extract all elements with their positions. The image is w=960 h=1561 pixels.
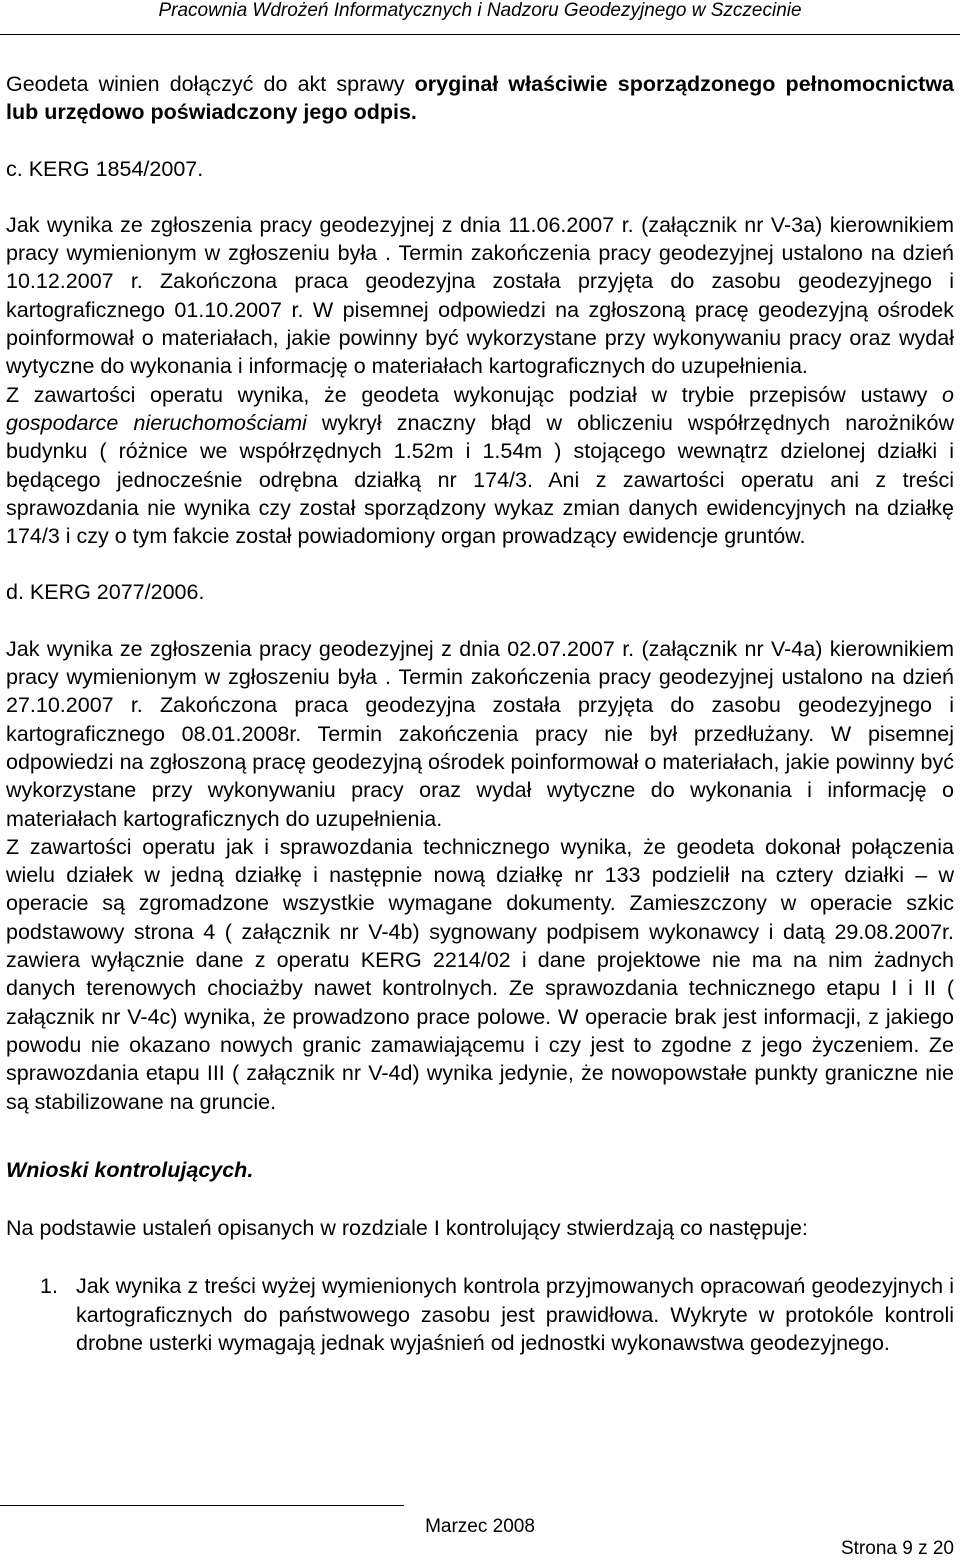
page-number: Strona 9 z 20 bbox=[840, 1538, 954, 1559]
conclusions-intro: Na podstawie ustaleń opisanych w rozdziale I kontrolujący stwierdzają co następuje: bbox=[6, 1216, 808, 1241]
section-d-paragraph-1: Jak wynika ze zgłoszenia pracy geodezyjnej z dnia 02.07.2007 r. (załącznik nr V-4a) kierownikiem pracy wymienionym w zgłoszeniu była . Termin zakończenia pracy geodezyjnej ustalono na dzień 27.10.2007 r. Zakończona praca geodezyjna została przyjęta do zasobu geodezyjnego i kartograficznego 08.01.2008r. Termin zakończenia pracy nie był przedłużany. W pisemnej odpowiedzi na zgłoszoną pracę geodezyjną ośrodek poinformował o materiałach, jakie powinny być wykorzystane przy wykonywaniu pracy oraz wydał wytyczne do wykonania i informację o materiałach kartograficznych do uzupełnienia. bbox=[6, 636, 954, 831]
list-item-number: 1. bbox=[40, 1274, 58, 1299]
intro-paragraph bbox=[6, 70, 954, 127]
section-c-paragraph-2 bbox=[6, 381, 954, 551]
section-d-heading: d. KERG 2077/2006. bbox=[6, 580, 205, 605]
section-c-p2-start: Z zawartości operatu wynika, że geodeta wykonując podział w trybie przepisów ustawy bbox=[6, 382, 943, 407]
intro-bold-text: oryginał właściwie sporządzonego pełnomocnictwa lub urzędowo poświadczony jego odpis. bbox=[6, 72, 955, 125]
list-item bbox=[6, 1272, 954, 1357]
intro-text: Geodeta winien dołączyć do akt sprawy bbox=[6, 72, 415, 96]
section-c-p2-italic: o gospodarce nieruchomościami bbox=[6, 382, 954, 435]
list-item-text: Jak wynika z treści wyżej wymienionych kontrola przyjmowanych opracowań geodezyjnych i kartograficznych do państwowego zasobu jest prawidłowa. Wykryte w protokóle kontroli drobne usterki wymagają jednak wyjaśnień od jednostki wykonawstwa geodezyjnego. bbox=[76, 1274, 954, 1355]
document-body bbox=[6, 70, 954, 1357]
page-header: Pracownia Wdrożeń Informatycznych i Nadzoru Geodezyjnego w Szczecinie bbox=[158, 0, 802, 21]
footer-divider bbox=[0, 1505, 404, 1506]
conclusions-title: Wnioski kontrolujących. bbox=[6, 1157, 254, 1182]
section-d-paragraph-2: Z zawartości operatu jak i sprawozdania technicznego wynika, że geodeta dokonał połączenia wielu działek w jedną działkę i następnie nową działkę nr 133 podzielił na cztery działki – w operacie są zgromadzone wszystkie wymagane dokumenty. Zamieszczony w operacie szkic podstawowy strona 4 ( załącznik nr V-4b) sygnowany podpisem wykonawcy i datą 29.08.2007r. zawiera wyłącznie dane z operatu KERG 2214/02 i dane projektowe nie ma na nim żadnych danych terenowych chociażby nawet kontrolnych. Ze sprawozdania technicznego etapu I i II ( załącznik nr V-4c) wynika, że prowadzono prace polowe. W operacie brak jest informacji, z jakiego powodu nie okazano nowych granic zamawiającemu i czy jest to zgodne z jego życzeniem. Ze sprawozdania etapu III ( załącznik nr V-4d) wynika jedynie, że nowopowstałe punkty graniczne nie są stabilizowane na gruncie. bbox=[6, 834, 954, 1114]
section-c-p2-end: wykrył znaczny błąd w obliczeniu współrzędnych narożników budynku ( różnice we współrzędnych 1.52m i 1.54m ) stojącego wewnątrz dzielonej działki i będącego jednocześnie odrębna działką nr 174/3. Ani z zawartości operatu ani z treści sprawozdania nie wynika czy został sporządzony wykaz zmian danych ewidencyjnych na działkę 174/3 i czy o tym fakcie został powiadomiony organ prowadzący ewidencje gruntów. bbox=[6, 410, 954, 549]
footer-date: Marzec 2008 bbox=[425, 1516, 535, 1537]
section-c-heading: c. KERG 1854/2007. bbox=[6, 156, 204, 181]
section-c-paragraph-1: Jak wynika ze zgłoszenia pracy geodezyjnej z dnia 11.06.2007 r. (załącznik nr V-3a) kierownikiem pracy wymienionym w zgłoszeniu była . Termin zakończenia pracy geodezyjnej ustalono na dzień 10.12.2007 r. Zakończona praca geodezyjna została przyjęta do zasobu geodezyjnego i kartograficznego 01.10.2007 r. W pisemnej odpowiedzi na zgłoszoną pracę geodezyjną ośrodek poinformował o materiałach, jakie powinny być wykorzystane przy wykonywaniu pracy oraz wydał wytyczne do wykonania i informację o materiałach kartograficznych do uzupełnienia. bbox=[6, 212, 954, 379]
header-divider bbox=[0, 34, 960, 35]
